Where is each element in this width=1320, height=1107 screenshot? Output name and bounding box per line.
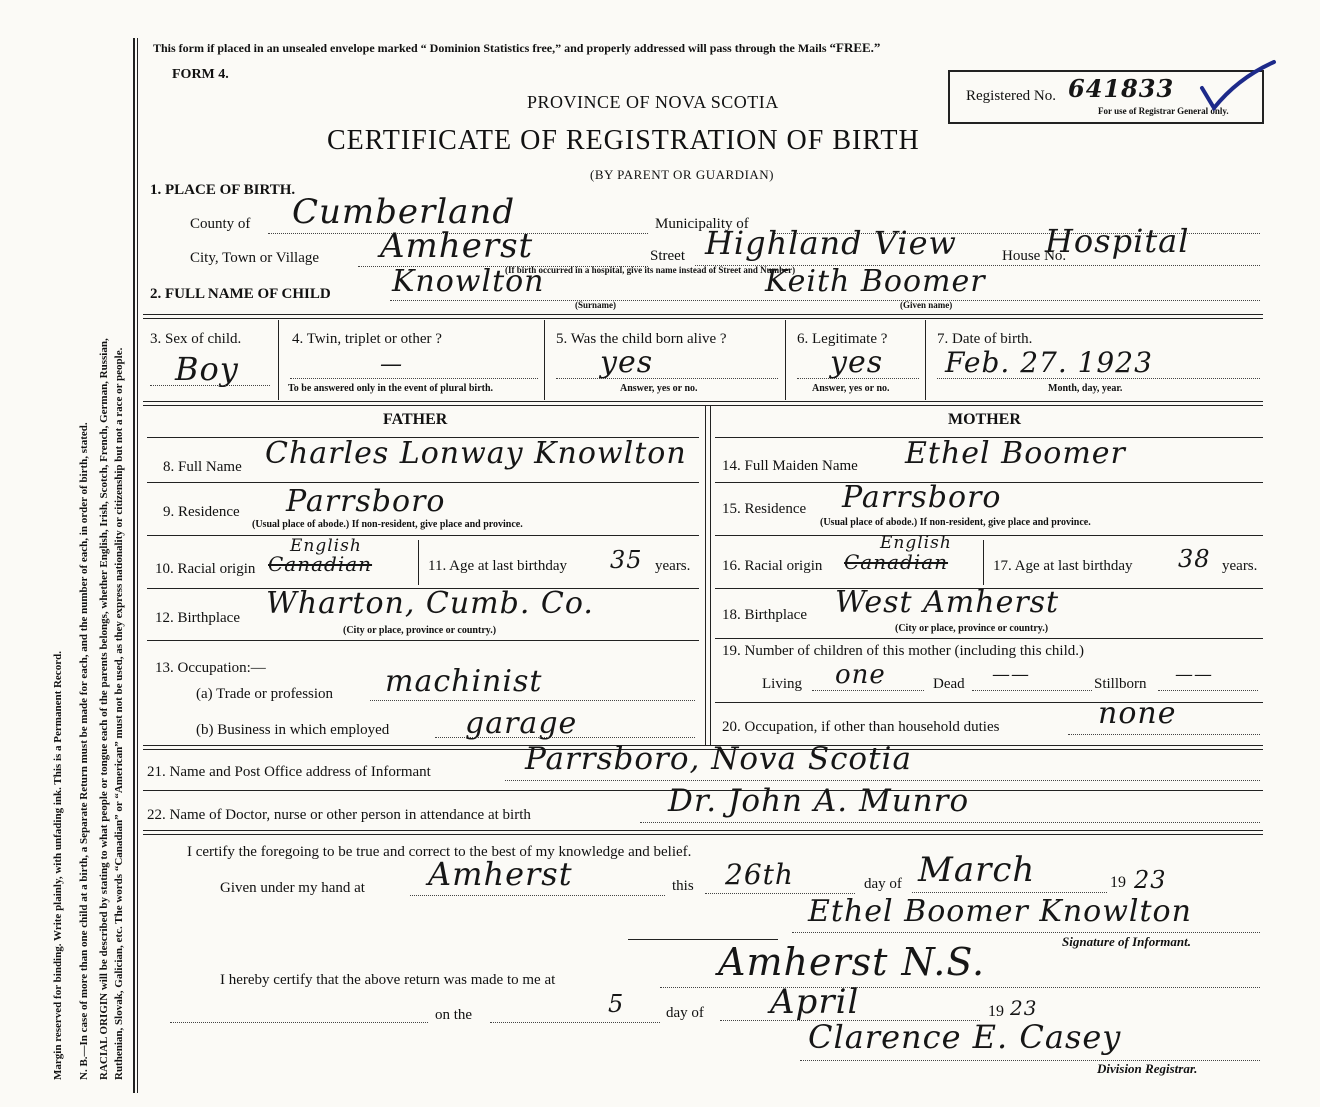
mother-occ-label: 20. Occupation, if other than household duties [722,719,1000,735]
margin-note-racial-2: Ruthenian, Slovak, Galician, etc. The words “Canadian” or “American” must not be used, as they express nationality or citizenship but not a race or people. [113,347,125,1080]
county-label: County of [190,216,251,232]
dead-value: —— [992,664,1030,685]
registrar-line: I hereby certify that the above return was made to me at [220,972,556,988]
check-mark-icon [1198,58,1278,118]
registrar-day-value: 5 [608,990,625,1018]
mail-notice-text: This form if placed in an unsealed envelope marked “ Dominion Statistics free,” and properly addressed will pass through the Mails [153,41,827,55]
father-name-label: 8. Full Name [163,459,242,475]
city-label: City, Town or Village [190,250,320,266]
mail-notice-free: “FREE.” [829,40,881,55]
form-number: FORM 4. [172,67,229,82]
stillborn-label: Stillborn [1094,676,1147,692]
margin-note-nb: N. B.—In case of more than one child at a birth, a Separate Return must be made for each, and the number of each, in order of birth, stated. [78,422,90,1080]
father-race-label: 10. Racial origin [155,561,256,577]
living-value: one [835,660,886,690]
father-biz-label: (b) Business in which employed [196,722,390,738]
day-of-label: day of [864,876,902,892]
father-bp-label: 12. Birthplace [155,610,240,626]
certificate-title: CERTIFICATE OF REGISTRATION OF BIRTH [327,125,920,156]
given-place-value: Amherst [428,855,573,893]
this-label: this [672,878,694,894]
stillborn-value: —— [1175,664,1213,685]
house-value: Hospital [1045,222,1190,260]
mother-race-value: English [880,533,952,553]
registered-label: Registered No. [966,88,1056,104]
given-caption: (Given name) [900,300,953,310]
living-label: Living [762,676,802,692]
legit-value: yes [830,345,884,380]
surname-caption: (Surname) [575,300,616,310]
twin-value: — [380,352,403,377]
father-trade-value: machinist [385,664,543,699]
father-bp-note: (City or place, province or country.) [343,625,497,636]
mother-name-value: Ethel Boomer [905,436,1126,471]
alive-note: Answer, yes or no. [620,383,698,394]
mother-bp-label: 18. Birthplace [722,607,807,623]
place-heading: 1. PLACE OF BIRTH. [150,182,296,198]
county-value: Cumberland [292,192,516,232]
registrar-month-value: April [770,982,860,1022]
alive-label: 5. Was the child born alive ? [556,331,727,347]
doctor-value: Dr. John A. Munro [668,783,970,819]
father-name-value: Charles Lonway Knowlton [265,436,687,471]
informant-signature: Ethel Boomer Knowlton [808,894,1192,929]
on-the-label: on the [435,1007,473,1023]
mother-occ-value: none [1098,696,1177,731]
mother-age-value: 38 [1178,545,1211,573]
house-label: House No. [1002,248,1067,264]
alive-value: yes [600,345,654,380]
margin-rule-2 [137,38,138,1093]
mother-heading: MOTHER [948,411,1021,428]
municipality-label: Municipality of [655,216,749,232]
father-res-note: (Usual place of abode.) If non-resident, give place and province. [252,519,523,530]
signature-caption: Signature of Informant. [1062,934,1191,949]
registrar-year-suffix: 23 [1010,996,1038,1020]
year-suffix: 23 [1134,866,1167,894]
mother-children-label: 19. Number of children of this mother (including this child.) [722,643,1085,659]
father-biz-value: garage [465,706,578,741]
dob-value: Feb. 27. 1923 [945,346,1153,379]
father-race-struck: Canadian [268,552,373,576]
twin-note: To be answered only in the event of plural birth. [288,383,494,394]
margin-note-binding: Margin reserved for binding. Write plainly, with unfading ink. This is a Permanent Record. [52,651,64,1080]
city-value: Amherst [380,226,534,266]
mother-race-struck: Canadian [844,550,949,574]
day-value: 26th [725,858,794,891]
mother-res-value: Parrsboro [842,480,1002,515]
mother-age-unit: years. [1222,558,1258,574]
province-heading: PROVINCE OF NOVA SCOTIA [527,92,779,112]
legit-note: Answer, yes or no. [812,383,890,394]
father-bp-value: Wharton, Cumb. Co. [266,586,594,621]
father-heading: FATHER [383,411,448,428]
registered-number: 641833 [1068,74,1175,103]
mother-res-note: (Usual place of abode.) If non-resident, give place and province. [820,517,1091,528]
month-value: March [918,850,1036,890]
mother-bp-value: West Amherst [835,585,1060,620]
registrar-signature: Clarence E. Casey [808,1018,1122,1056]
child-surname-value: Knowlton [392,264,545,299]
sex-label: 3. Sex of child. [150,331,242,347]
mother-race-label: 16. Racial origin [722,558,823,574]
twin-label: 4. Twin, triplet or other ? [292,331,442,347]
hospital-note: (If birth occurred in a hospital, give its name instead of Street and Number) [505,265,796,275]
street-value: Highland View [705,224,957,262]
dob-label: 7. Date of birth. [937,331,1033,347]
registrar-caption: Division Registrar. [1097,1061,1198,1076]
child-given-value: Keith Boomer [765,264,986,299]
mother-name-label: 14. Full Maiden Name [722,458,858,474]
mother-res-label: 15. Residence [722,501,807,517]
registered-box [948,70,1264,124]
legit-label: 6. Legitimate ? [797,331,888,347]
registrar-note: For use of Registrar General only. [1098,106,1229,116]
doctor-label: 22. Name of Doctor, nurse or other person in attendance at birth [147,807,531,823]
child-name-label: 2. FULL NAME OF CHILD [150,286,331,302]
father-res-label: 9. Residence [163,504,240,520]
registrar-day-of-label: day of [666,1005,704,1021]
father-trade-label: (a) Trade or profession [196,686,334,702]
certificate-subtitle: (BY PARENT OR GUARDIAN) [590,167,775,182]
father-race-value: English [290,536,362,556]
dob-note: Month, day, year. [1048,383,1123,394]
sex-value: Boy [175,350,239,388]
street-label: Street [650,248,685,264]
margin-rule [133,38,135,1093]
mail-notice [153,40,880,56]
father-age-unit: years. [655,558,691,574]
margin-note-racial-1: RACIAL ORIGIN will be described by stating to what people or tongue each of the parents belongs, whether English, Irish, Scotch, French, German, Russian, [98,338,110,1080]
informant-label: 21. Name and Post Office address of Informant [147,764,431,780]
father-age-label: 11. Age at last birthday [428,558,567,574]
informant-value: Parrsboro, Nova Scotia [525,741,912,777]
mother-bp-note: (City or place, province or country.) [895,623,1049,634]
dead-label: Dead [933,676,965,692]
father-occ-label: 13. Occupation:— [155,660,266,676]
registrar-place-value: Amherst N.S. [718,940,986,984]
year-prefix: 19 [1110,874,1126,891]
father-age-value: 35 [610,546,643,574]
registrar-year-prefix: 19 [988,1003,1004,1020]
certify-line: I certify the foregoing to be true and correct to the best of my knowledge and belief. [187,844,692,860]
given-label: Given under my hand at [220,880,365,896]
mother-age-label: 17. Age at last birthday [993,558,1133,574]
father-res-value: Parrsboro [286,484,446,519]
